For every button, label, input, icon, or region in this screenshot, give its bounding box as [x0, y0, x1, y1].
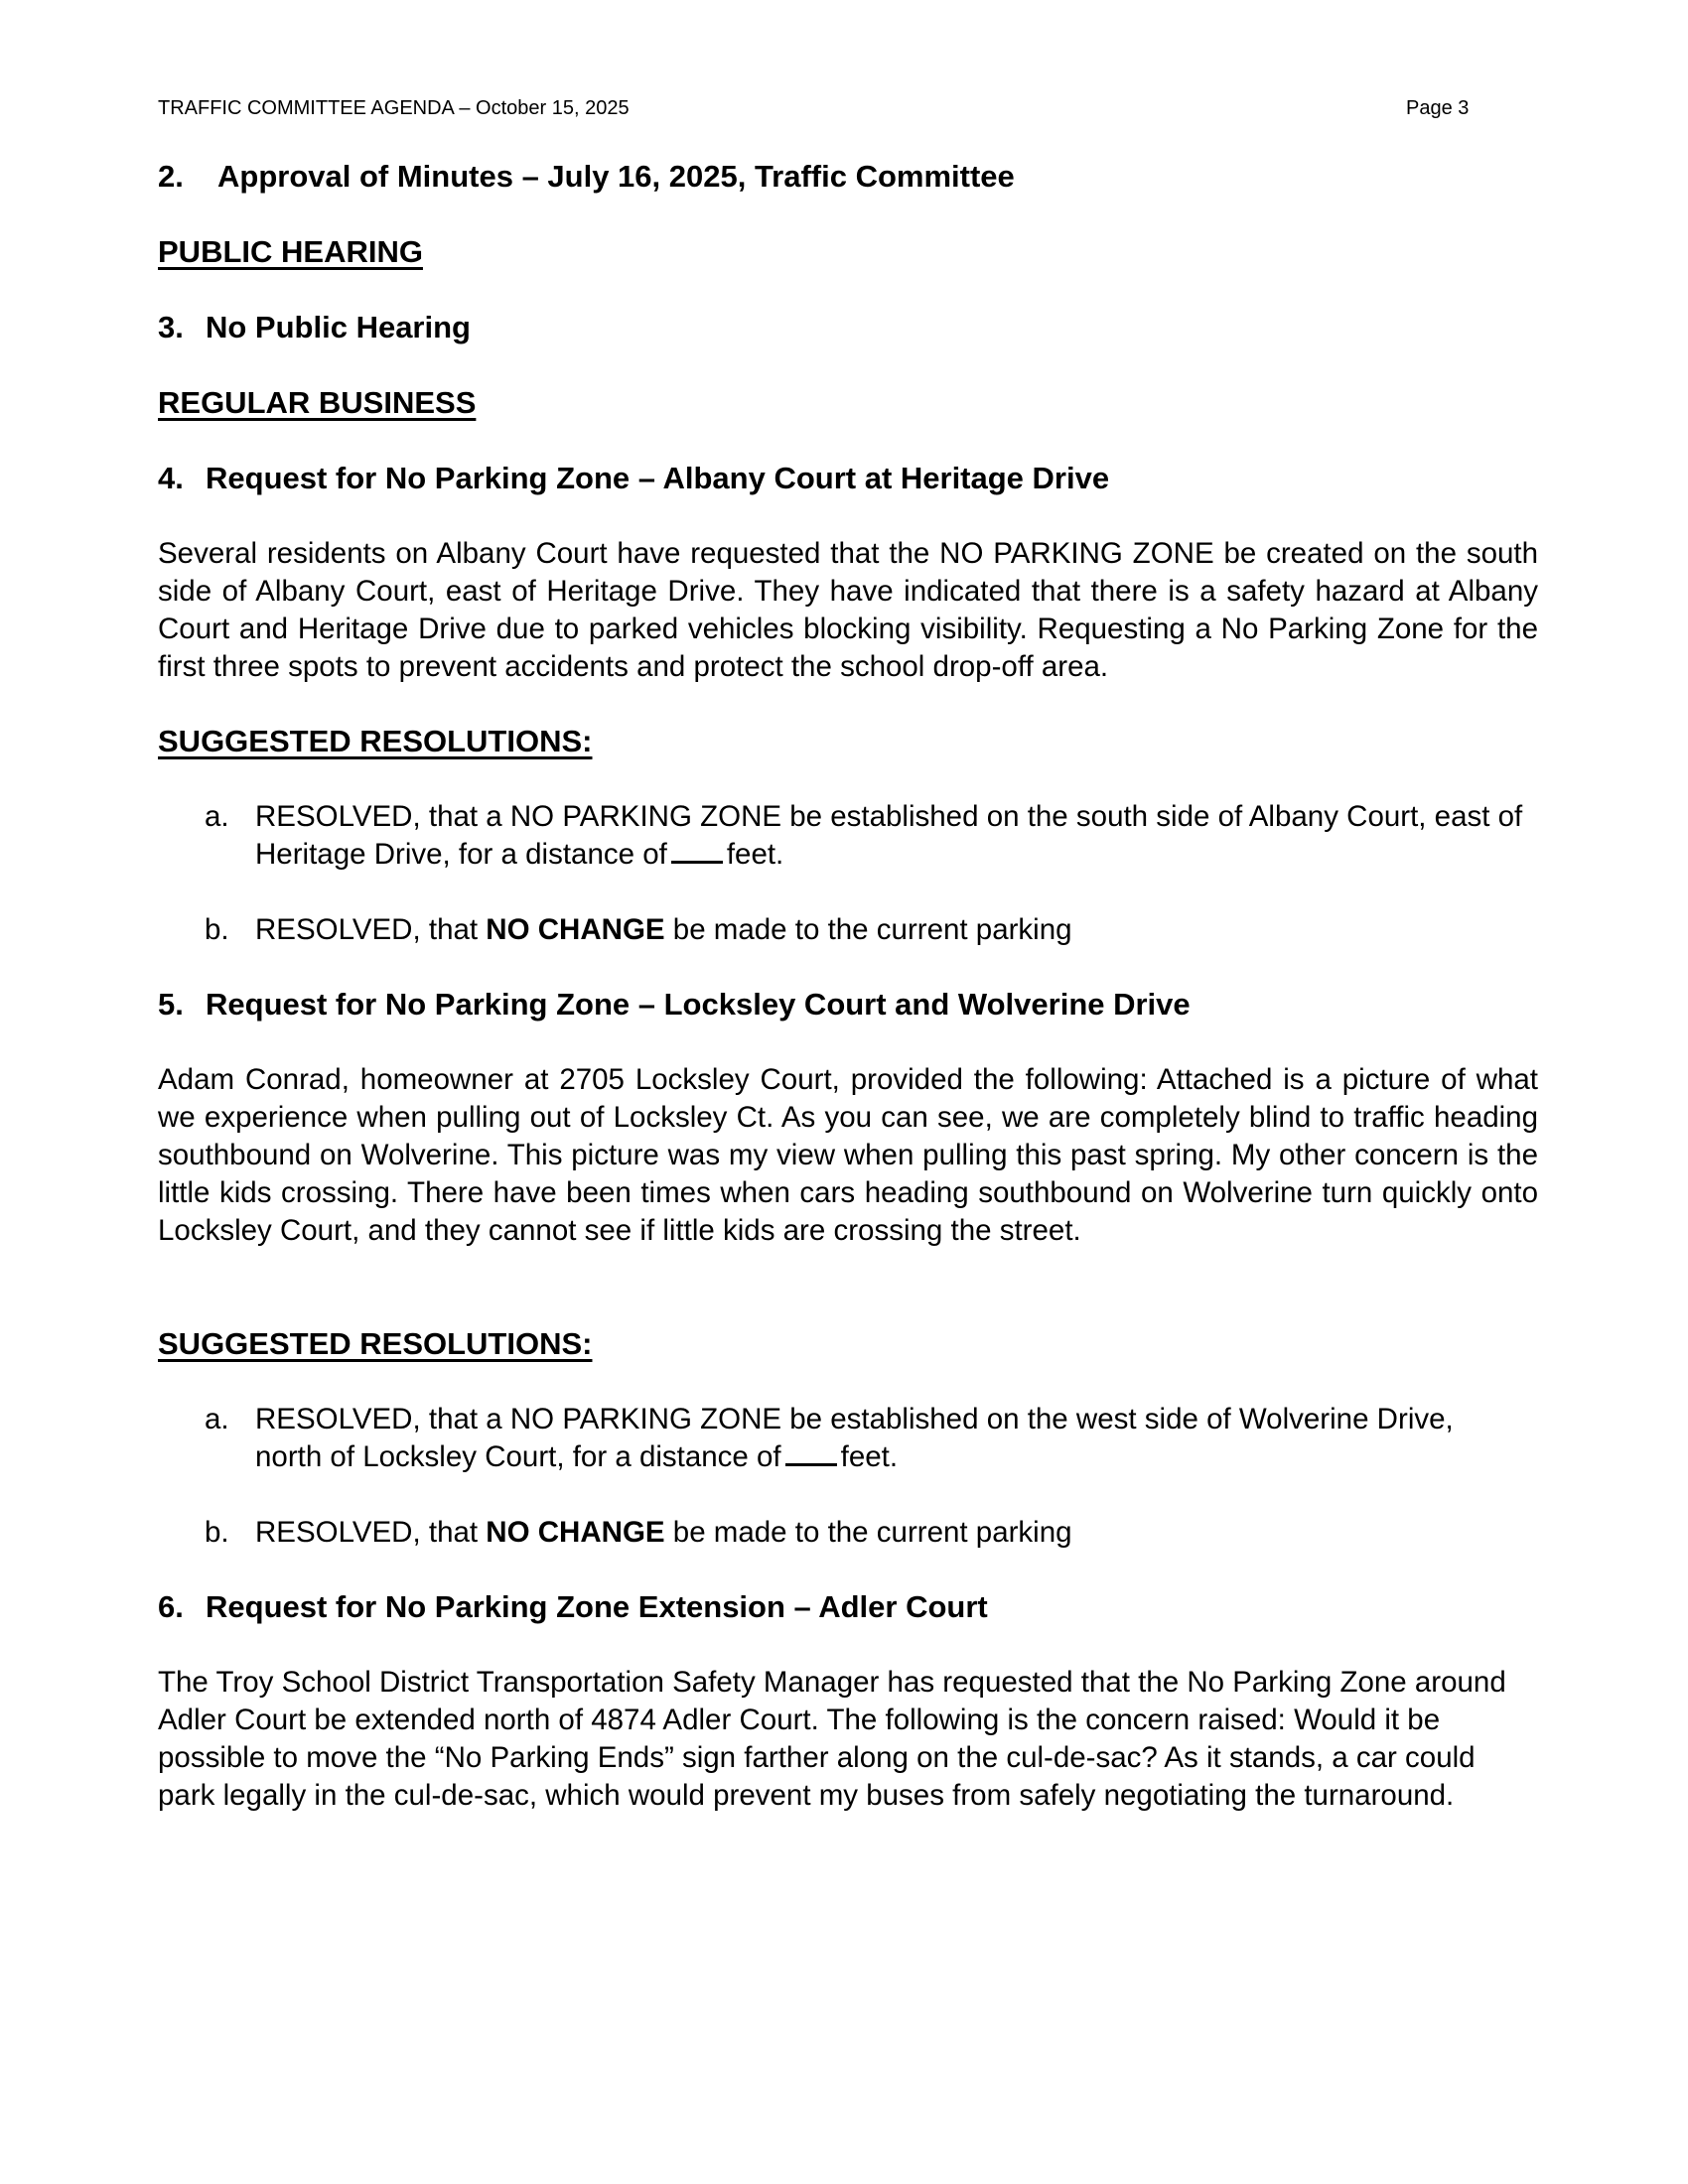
item-4-resolution-b [205, 911, 1525, 949]
resolution-bold: NO CHANGE [486, 1516, 665, 1549]
item-title: Request for No Parking Zone – Albany Court at Heritage Drive [206, 461, 1110, 495]
item-3-heading [158, 310, 471, 345]
item-4-heading [158, 461, 1109, 496]
resolution-bold: NO CHANGE [486, 913, 665, 946]
resolution-label: b. [205, 913, 229, 946]
item-title: Request for No Parking Zone Extension – Adler Court [206, 1589, 988, 1624]
resolution-text: RESOLVED, that a NO PARKING ZONE be established on the south side of Albany Court, east of Heritage Drive, for a distance of [255, 800, 1523, 871]
resolution-label: a. [205, 800, 229, 833]
item-4-body: Several residents on Albany Court have requested that the NO PARKING ZONE be created on the south side of Albany Court, east of Heritage Drive. They have indicated that there is a safety hazard at Albany Court and Heritage Drive due to parked vehicles blocking visibility. Requesting a No Parking Zone for the first three spots to prevent accidents and protect the school drop-off area. [158, 537, 1538, 683]
resolution-suffix: be made to the current parking [672, 1516, 1072, 1549]
item-number: 6. [158, 1589, 184, 1624]
resolution-suffix: feet. [726, 838, 784, 871]
item-5-heading [158, 987, 1191, 1023]
item-title: No Public Hearing [206, 310, 471, 344]
resolution-suffix: be made to the current parking [672, 913, 1072, 946]
item-2-heading [158, 159, 1015, 195]
resolution-suffix: feet. [840, 1440, 899, 1473]
section-public-hearing: PUBLIC HEARING [158, 234, 423, 269]
item-number: 3. [158, 310, 184, 344]
distance-blank [785, 1439, 837, 1466]
item-4-resolutions-heading: SUGGESTED RESOLUTIONS: [158, 724, 593, 758]
item-5-body: Adam Conrad, homeowner at 2705 Locksley Court, provided the following: Attached is a picture of what we experience when pulling out of Locksley Ct. As you can see, we are completely blind to traffic heading southbound on Wolverine. This picture was my view when pulling this past spring. My other concern is the little kids crossing. There have been times when cars heading southbound on Wolverine turn quickly onto Locksley Court, and they cannot see if little kids are crossing the street. [158, 1063, 1538, 1247]
item-title: Approval of Minutes – July 16, 2025, Traffic Committee [217, 159, 1015, 194]
resolution-label: a. [205, 1403, 229, 1435]
item-6-body: The Troy School District Transportation Safety Manager has requested that the No Parking Zone around Adler Court be extended north of 4874 Adler Court. The following is the concern raised: Would it be possible to move the “No Parking Ends” sign farther along on the cul-de-sac? As it stands, a car could park legally in the cul-de-sac, which would prevent my buses from safely negotiating the turnaround. [158, 1666, 1506, 1812]
item-title: Request for No Parking Zone – Locksley Court and Wolverine Drive [206, 987, 1191, 1022]
item-number: 2. [158, 159, 184, 194]
resolution-text: RESOLVED, that a NO PARKING ZONE be established on the west side of Wolverine Drive, north of Locksley Court, for a distance of [255, 1403, 1454, 1473]
item-5-resolution-a [205, 1401, 1525, 1476]
header-title: TRAFFIC COMMITTEE AGENDA – October 15, 2025 [158, 97, 630, 119]
item-5-resolutions-heading: SUGGESTED RESOLUTIONS: [158, 1326, 593, 1361]
item-number: 4. [158, 461, 184, 495]
resolution-label: b. [205, 1516, 229, 1549]
section-regular-business: REGULAR BUSINESS [158, 385, 477, 420]
item-4-resolution-a [205, 798, 1525, 874]
resolution-prefix: RESOLVED, that [255, 913, 479, 946]
item-number: 5. [158, 987, 184, 1022]
distance-blank [671, 837, 723, 864]
resolution-prefix: RESOLVED, that [255, 1516, 479, 1549]
page-number: Page 3 [1406, 97, 1470, 119]
item-5-resolution-b [205, 1514, 1525, 1552]
item-6-heading [158, 1589, 988, 1625]
